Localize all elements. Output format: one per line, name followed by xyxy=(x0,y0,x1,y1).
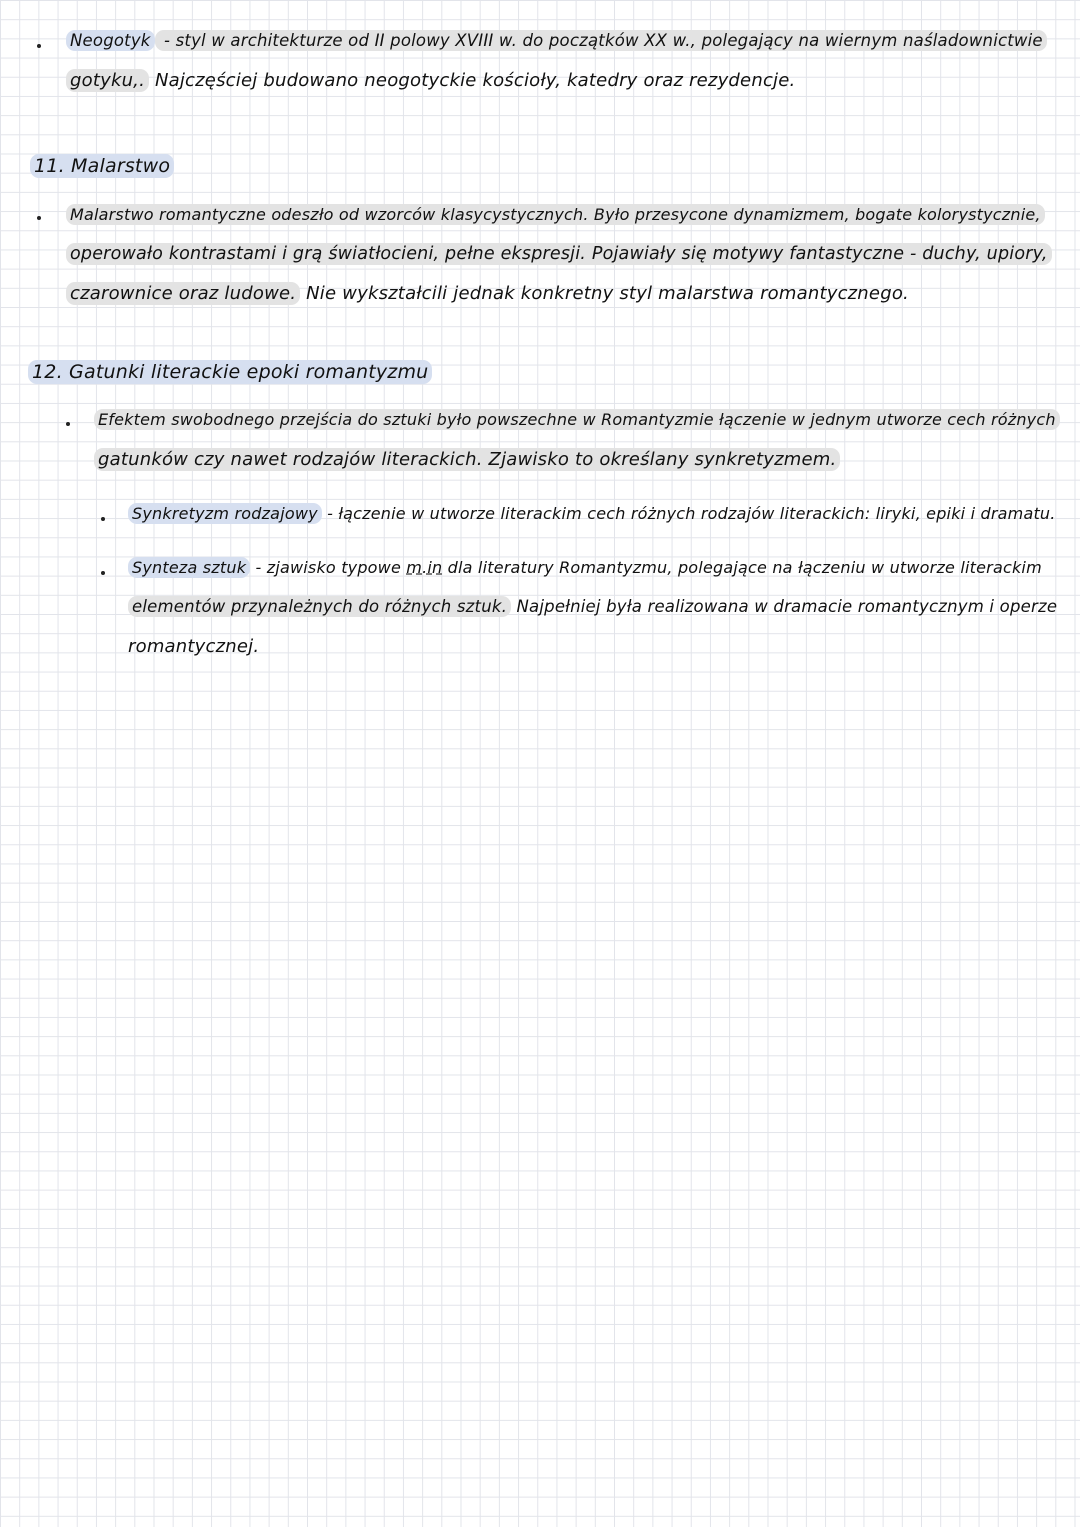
neogotyk-highlight: gotyku,. xyxy=(66,69,149,92)
bullet-dot xyxy=(66,422,70,426)
malarstwo-text: Malarstwo romantyczne odeszło od wzorców klasycystycznych. Było przesycone dynamizmem, bogate kolorystycznie, xyxy=(66,204,1045,225)
synteza-text: Najpełniej była realizowana w dramacie romantycznym i operze xyxy=(511,597,1058,616)
gatunki-intro-text: Efektem swobodnego przejścia do sztuki było powszechne w Romantyzmie łączenie w jednym utworze cech różnych xyxy=(94,409,1060,430)
heading-text: 11. Malarstwo xyxy=(30,154,174,178)
malarstwo-line-2 xyxy=(66,244,1052,264)
bullet-dot xyxy=(37,216,41,220)
malarstwo-line-3 xyxy=(66,283,909,304)
term-synkretyzm-rodzajowy: Synkretyzm rodzajowy xyxy=(128,503,322,524)
synteza-highlight: elementów przynależnych do różnych sztuk. xyxy=(128,596,511,617)
synteza-definition: - zjawisko typowe xyxy=(250,558,407,577)
term-neogotyk: Neogotyk xyxy=(66,30,155,51)
malarstwo-text: operowało kontrastami i grą światłocieni, pełne ekspresji. Pojawiały się motywy fantastyczne - duchy, upiory, xyxy=(66,243,1052,265)
malarstwo-text: Nie wykształcili jednak konkretny styl malarstwa romantycznego. xyxy=(300,283,909,304)
synkretyzm-definition: - łączenie w utworze literackim cech różnych rodzajów literackich: liryki, epiki i dramatu. xyxy=(321,504,1056,523)
section-heading-malarstwo xyxy=(30,155,174,177)
synteza-definition: dla literatury Romantyzmu, polegające na łączeniu w utworze literackim xyxy=(442,558,1042,577)
heading-text: 12. Gatunki literackie epoki romantyzmu xyxy=(28,360,432,384)
malarstwo-line-1 xyxy=(66,205,1045,224)
bullet-dot xyxy=(37,44,41,48)
bullet-dot xyxy=(101,571,105,575)
neogotyk-text: Najczęściej budowano neogotyckie kościoły, katedry oraz rezydencje. xyxy=(149,70,796,91)
gatunki-intro-text: gatunków czy nawet rodzajów literackich. Zjawisko to określany synkretyzmem. xyxy=(94,448,840,471)
neogotyk-line-1 xyxy=(66,31,1047,50)
synkretyzm-line xyxy=(128,504,1056,523)
malarstwo-highlight: czarownice oraz ludowe. xyxy=(66,282,300,305)
synteza-line-3 xyxy=(128,636,259,657)
term-synteza-sztuk: Synteza sztuk xyxy=(128,557,250,578)
synteza-line-1 xyxy=(128,558,1042,577)
gatunki-intro-line-1 xyxy=(94,410,1060,429)
neogotyk-line-2 xyxy=(66,70,795,91)
synteza-line-2 xyxy=(128,597,1057,616)
synteza-abbrev: m.in xyxy=(406,558,443,577)
section-heading-gatunki xyxy=(28,361,432,383)
gatunki-intro-line-2 xyxy=(94,449,840,470)
bullet-dot xyxy=(101,517,105,521)
neogotyk-definition: - styl w architekturze od II polowy XVIII w. do początków XX w., polegający na wiernym naśladownictwie xyxy=(155,30,1047,51)
synteza-text: romantycznej. xyxy=(128,636,260,657)
